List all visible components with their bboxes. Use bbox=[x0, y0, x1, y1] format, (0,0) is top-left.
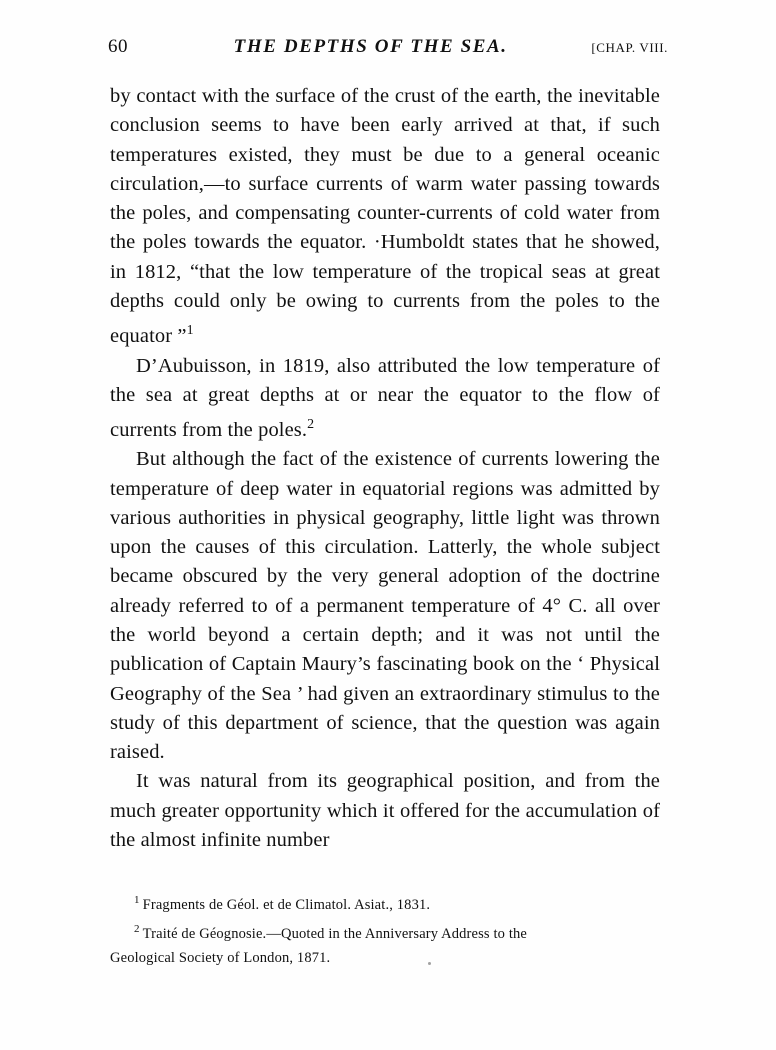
paragraph-text: D’Aubuisson, in 1819, also attributed the low temperature of the sea at great depths at or near the equator to the flow of currents from the poles. bbox=[110, 354, 660, 441]
chapter-reference: [CHAP. VIII. bbox=[591, 40, 668, 55]
page-header bbox=[108, 36, 668, 62]
footnote-text: Geological Society of London, 1871. bbox=[110, 949, 331, 966]
footnote-marker: 1 bbox=[134, 894, 140, 906]
footnote-item bbox=[110, 917, 660, 946]
page-number: 60 bbox=[108, 36, 128, 57]
paragraph-text: by contact with the surface of the crust of the earth, the inevitable conclusion seems to have been early arrived at that, if such temperatures existed, they must be due to a general oceanic circulation,—to surface currents of warm water passing towards the poles, and compensating counter-currents of cold water from the poles towards the equator. ·Humboldt states that he showed, in 1812, “that the low temperature of the tropical seas at great depths could only be owing to currents from the poles to the equator ” bbox=[110, 85, 660, 348]
page-speck bbox=[428, 962, 431, 965]
paragraph: But although the fact of the existence of currents lowering the temperature of deep water in equatorial regions was admitted by various authorities in physical geography, little light was thrown upon the causes of this circulation. Latterly, the whole subject became obscured by the very general adoption of the doctrine already referred to of a permanent temperature of 4° C. all over the world beyond a certain depth; and it was not until the publication of Captain Maury’s fascinating book on the ‘ Physical Geography of the Sea ’ had given an extraordinary stimulus to the study of this department of science, that the question was again raised. bbox=[110, 448, 660, 764]
paragraph bbox=[110, 352, 660, 446]
running-title: THE DEPTHS OF THE SEA. bbox=[233, 36, 508, 57]
footnote-ref-2[interactable]: 2 bbox=[307, 417, 315, 433]
footnote-text: Fragments de Géol. et de Climatol. Asiat., 1831. bbox=[142, 896, 431, 913]
footnote-text: Traité de Géognosie.—Quoted in the Anniversary Address to the bbox=[142, 925, 528, 942]
footnote-item bbox=[110, 888, 660, 917]
footnote-item-continued bbox=[110, 946, 660, 970]
paragraph: It was natural from its geographical position, and from the much greater opportunity which it offered for the accumulation of the almost infinite number bbox=[110, 770, 660, 852]
paragraph bbox=[110, 82, 660, 352]
footnotes bbox=[110, 888, 660, 970]
body-text bbox=[110, 82, 660, 855]
footnote-marker: 2 bbox=[134, 922, 140, 935]
footnote-ref-1[interactable]: 1 bbox=[186, 323, 194, 339]
